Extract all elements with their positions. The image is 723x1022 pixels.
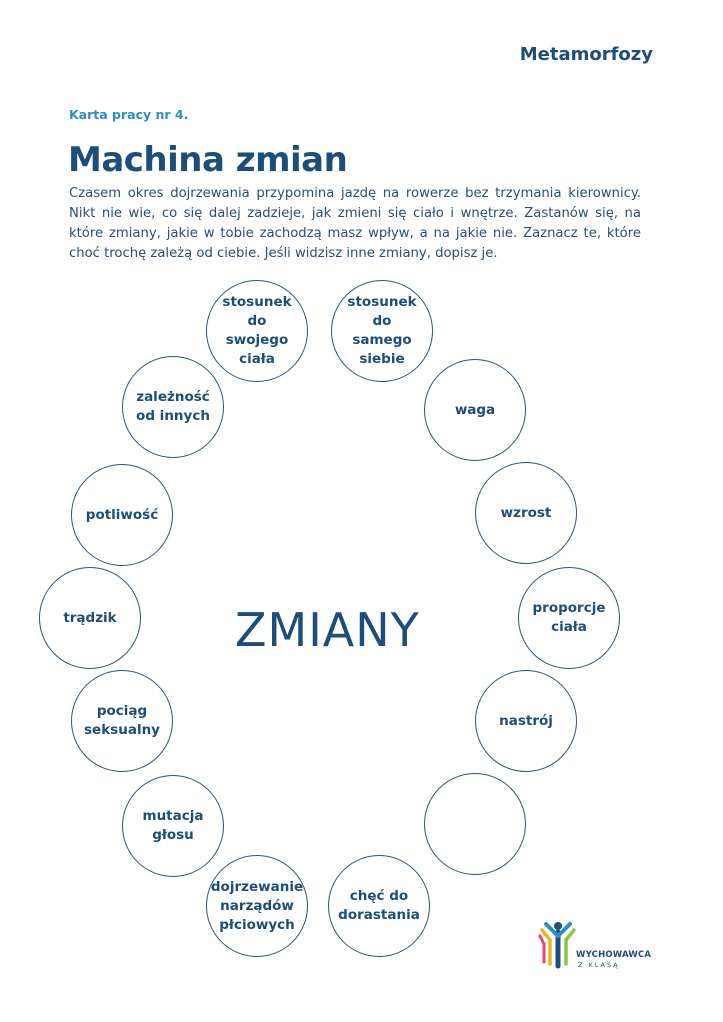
bubble-sweating[interactable] <box>71 464 173 566</box>
bubble-label: wzrost <box>500 504 552 521</box>
bubble-label: stosunek do swojego ciała <box>222 294 292 367</box>
bubble-label: waga <box>454 401 496 418</box>
worksheet-number: Karta pracy nr 4. <box>69 107 189 122</box>
bubble-body-attitude[interactable] <box>206 280 308 382</box>
bubble-will-to-grow-up[interactable] <box>328 855 430 957</box>
bubble-label: stosunek do samego siebie <box>347 294 417 367</box>
series-title: Metamorfozy <box>519 44 653 65</box>
people-figure-icon <box>538 920 578 970</box>
bubble-weight[interactable] <box>424 359 526 461</box>
bubble-self-attitude[interactable] <box>331 280 433 382</box>
publisher-logo <box>538 920 658 972</box>
bubble-label: mutacja głosu <box>142 808 204 843</box>
bubble-label: trądzik <box>63 609 117 626</box>
bubble-label: pociąg seksualny <box>84 703 160 738</box>
bubble-dependence[interactable] <box>122 356 224 458</box>
bubble-empty[interactable] <box>424 773 526 875</box>
bubble-sexual-attraction[interactable] <box>71 670 173 772</box>
bubble-label: chęć do dorastania <box>338 888 420 923</box>
bubble-label: dojrzewanie narządów płciowych <box>210 878 304 933</box>
logo-subtitle: Z KLASĄ <box>578 961 620 969</box>
bubble-acne[interactable] <box>39 567 141 669</box>
bubble-voice-change[interactable] <box>122 775 224 877</box>
center-label: ZMIANY <box>235 603 420 657</box>
bubble-label: nastrój <box>499 712 553 729</box>
bubble-reproductive-maturation[interactable] <box>206 855 308 957</box>
logo-name: WYCHOWAWCA <box>576 950 652 960</box>
bubble-height[interactable] <box>475 462 577 564</box>
bubble-label: potliwość <box>85 506 159 523</box>
bubble-mood[interactable] <box>475 670 577 772</box>
bubble-body-proportions[interactable] <box>518 567 620 669</box>
instructions-paragraph: Czasem okres dojrzewania przypomina jazdę na rowerze bez trzymania kierownicy. Nikt nie wie, co się dalej zadzieje, jak zmieni się ciało i wnętrze. Zastanów się, na które zmiany, jakie w tobie zachodzą masz wpływ, a na jakie nie. Zaznacz te, które choć trochę zależą od ciebie. Jeśli widzisz inne zmiany, dopisz je. <box>69 186 641 261</box>
bubble-label: proporcje ciała <box>532 600 606 635</box>
bubble-label: zależność od innych <box>136 389 210 424</box>
worksheet-title: Machina zmian <box>68 140 348 180</box>
